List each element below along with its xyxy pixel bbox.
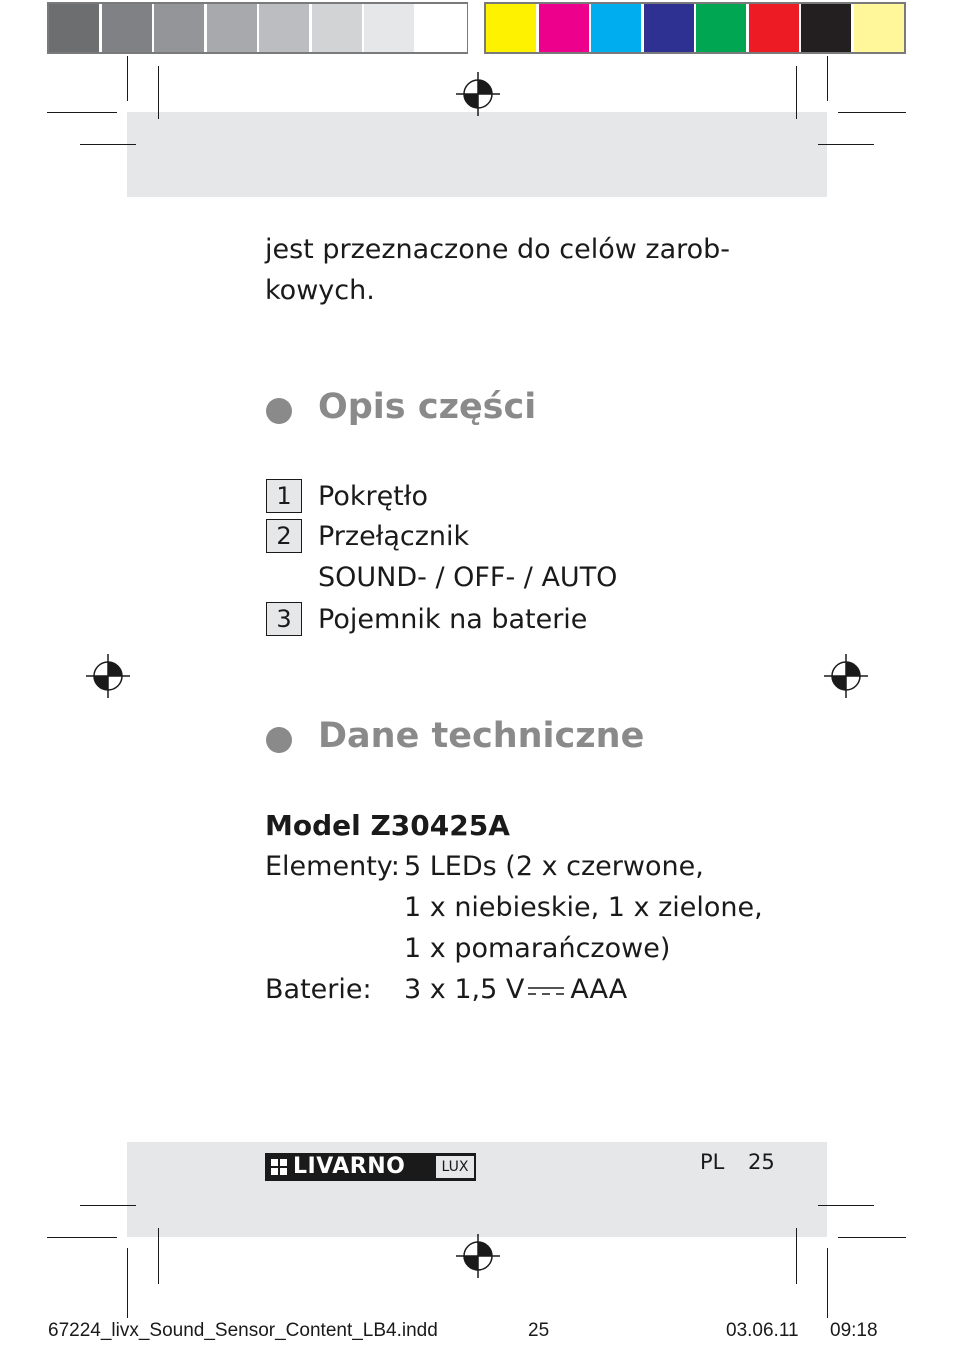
crop-mark (838, 1237, 906, 1238)
color-swatch (539, 4, 589, 52)
registration-mark-top (456, 72, 500, 116)
battery-type: AAA (570, 974, 628, 1005)
intro-line-2: kowych. (265, 275, 375, 306)
crop-mark (827, 56, 828, 101)
crop-mark (818, 1205, 874, 1206)
crop-mark (80, 1205, 136, 1206)
crop-mark (80, 144, 136, 145)
part-number-2: 2 (266, 519, 302, 553)
part-label-1: Pokrętło (318, 481, 428, 512)
crop-mark (47, 1237, 117, 1238)
logo-square (280, 1168, 287, 1175)
battery-label: Baterie: (265, 974, 372, 1005)
crop-mark (158, 66, 159, 119)
gray-swatch (207, 4, 257, 52)
model-heading: Model Z30425A (265, 809, 510, 842)
part-number-1: 1 (266, 479, 302, 513)
gray-swatch (364, 4, 414, 52)
slug-filename: 67224_livx_Sound_Sensor_Content_LB4.indd (48, 1320, 438, 1341)
color-swatch (801, 4, 851, 52)
logo-wordmark: LIVARNO (293, 1154, 406, 1179)
color-swatch (644, 4, 694, 52)
elements-label: Elementy: (265, 851, 400, 882)
slug-time: 09:18 (830, 1320, 878, 1341)
gray-swatch (154, 4, 204, 52)
section-bullet (266, 727, 292, 753)
battery-value (404, 969, 627, 1010)
registration-mark-left (86, 654, 130, 698)
logo-square (280, 1159, 287, 1166)
part-label-2: Przełącznik (318, 521, 470, 552)
color-swatch (854, 4, 904, 52)
crop-mark (796, 1228, 797, 1284)
battery-voltage: 3 x 1,5 V (404, 974, 525, 1005)
gray-swatch (312, 4, 362, 52)
crop-mark (47, 112, 117, 113)
crop-mark (158, 1228, 159, 1284)
livarno-lux-logo (265, 1153, 476, 1181)
gray-swatch (259, 4, 309, 52)
registration-mark-bottom (456, 1234, 500, 1278)
gray-swatch (49, 4, 99, 52)
crop-mark (827, 1248, 828, 1318)
part-label-2-detail: SOUND- / OFF- / AUTO (318, 562, 618, 593)
color-swatch (749, 4, 799, 52)
section-title-parts: Opis części (318, 387, 537, 427)
header-band (127, 112, 827, 197)
intro-line-1: jest przeznaczone do celów zarob- (265, 234, 731, 265)
elements-value-2: 1 x niebieskie, 1 x zielone, (404, 892, 763, 923)
elements-value-3: 1 x pomarańczowe) (404, 933, 671, 964)
crop-mark (796, 66, 797, 119)
logo-square (271, 1159, 278, 1166)
section-title-tech: Dane techniczne (318, 716, 645, 756)
slug-page: 25 (528, 1320, 550, 1341)
elements-value-1: 5 LEDs (2 x czerwone, (404, 851, 704, 882)
page-language: PL (700, 1150, 725, 1174)
color-swatch (696, 4, 746, 52)
crop-mark (127, 56, 128, 101)
part-number-3: 3 (266, 602, 302, 636)
logo-lux: LUX (436, 1156, 474, 1178)
color-swatch (486, 4, 536, 52)
section-bullet (266, 398, 292, 424)
registration-mark-right (824, 654, 868, 698)
crop-mark (838, 112, 906, 113)
page-number: 25 (748, 1150, 775, 1174)
crop-mark (818, 144, 874, 145)
color-swatch (591, 4, 641, 52)
slug-date: 03.06.11 (726, 1320, 799, 1341)
gray-swatch (417, 4, 467, 52)
part-label-3: Pojemnik na baterie (318, 604, 588, 635)
gray-swatch (102, 4, 152, 52)
dc-symbol-icon (526, 981, 566, 1001)
logo-square (271, 1168, 278, 1175)
crop-mark (127, 1248, 128, 1318)
